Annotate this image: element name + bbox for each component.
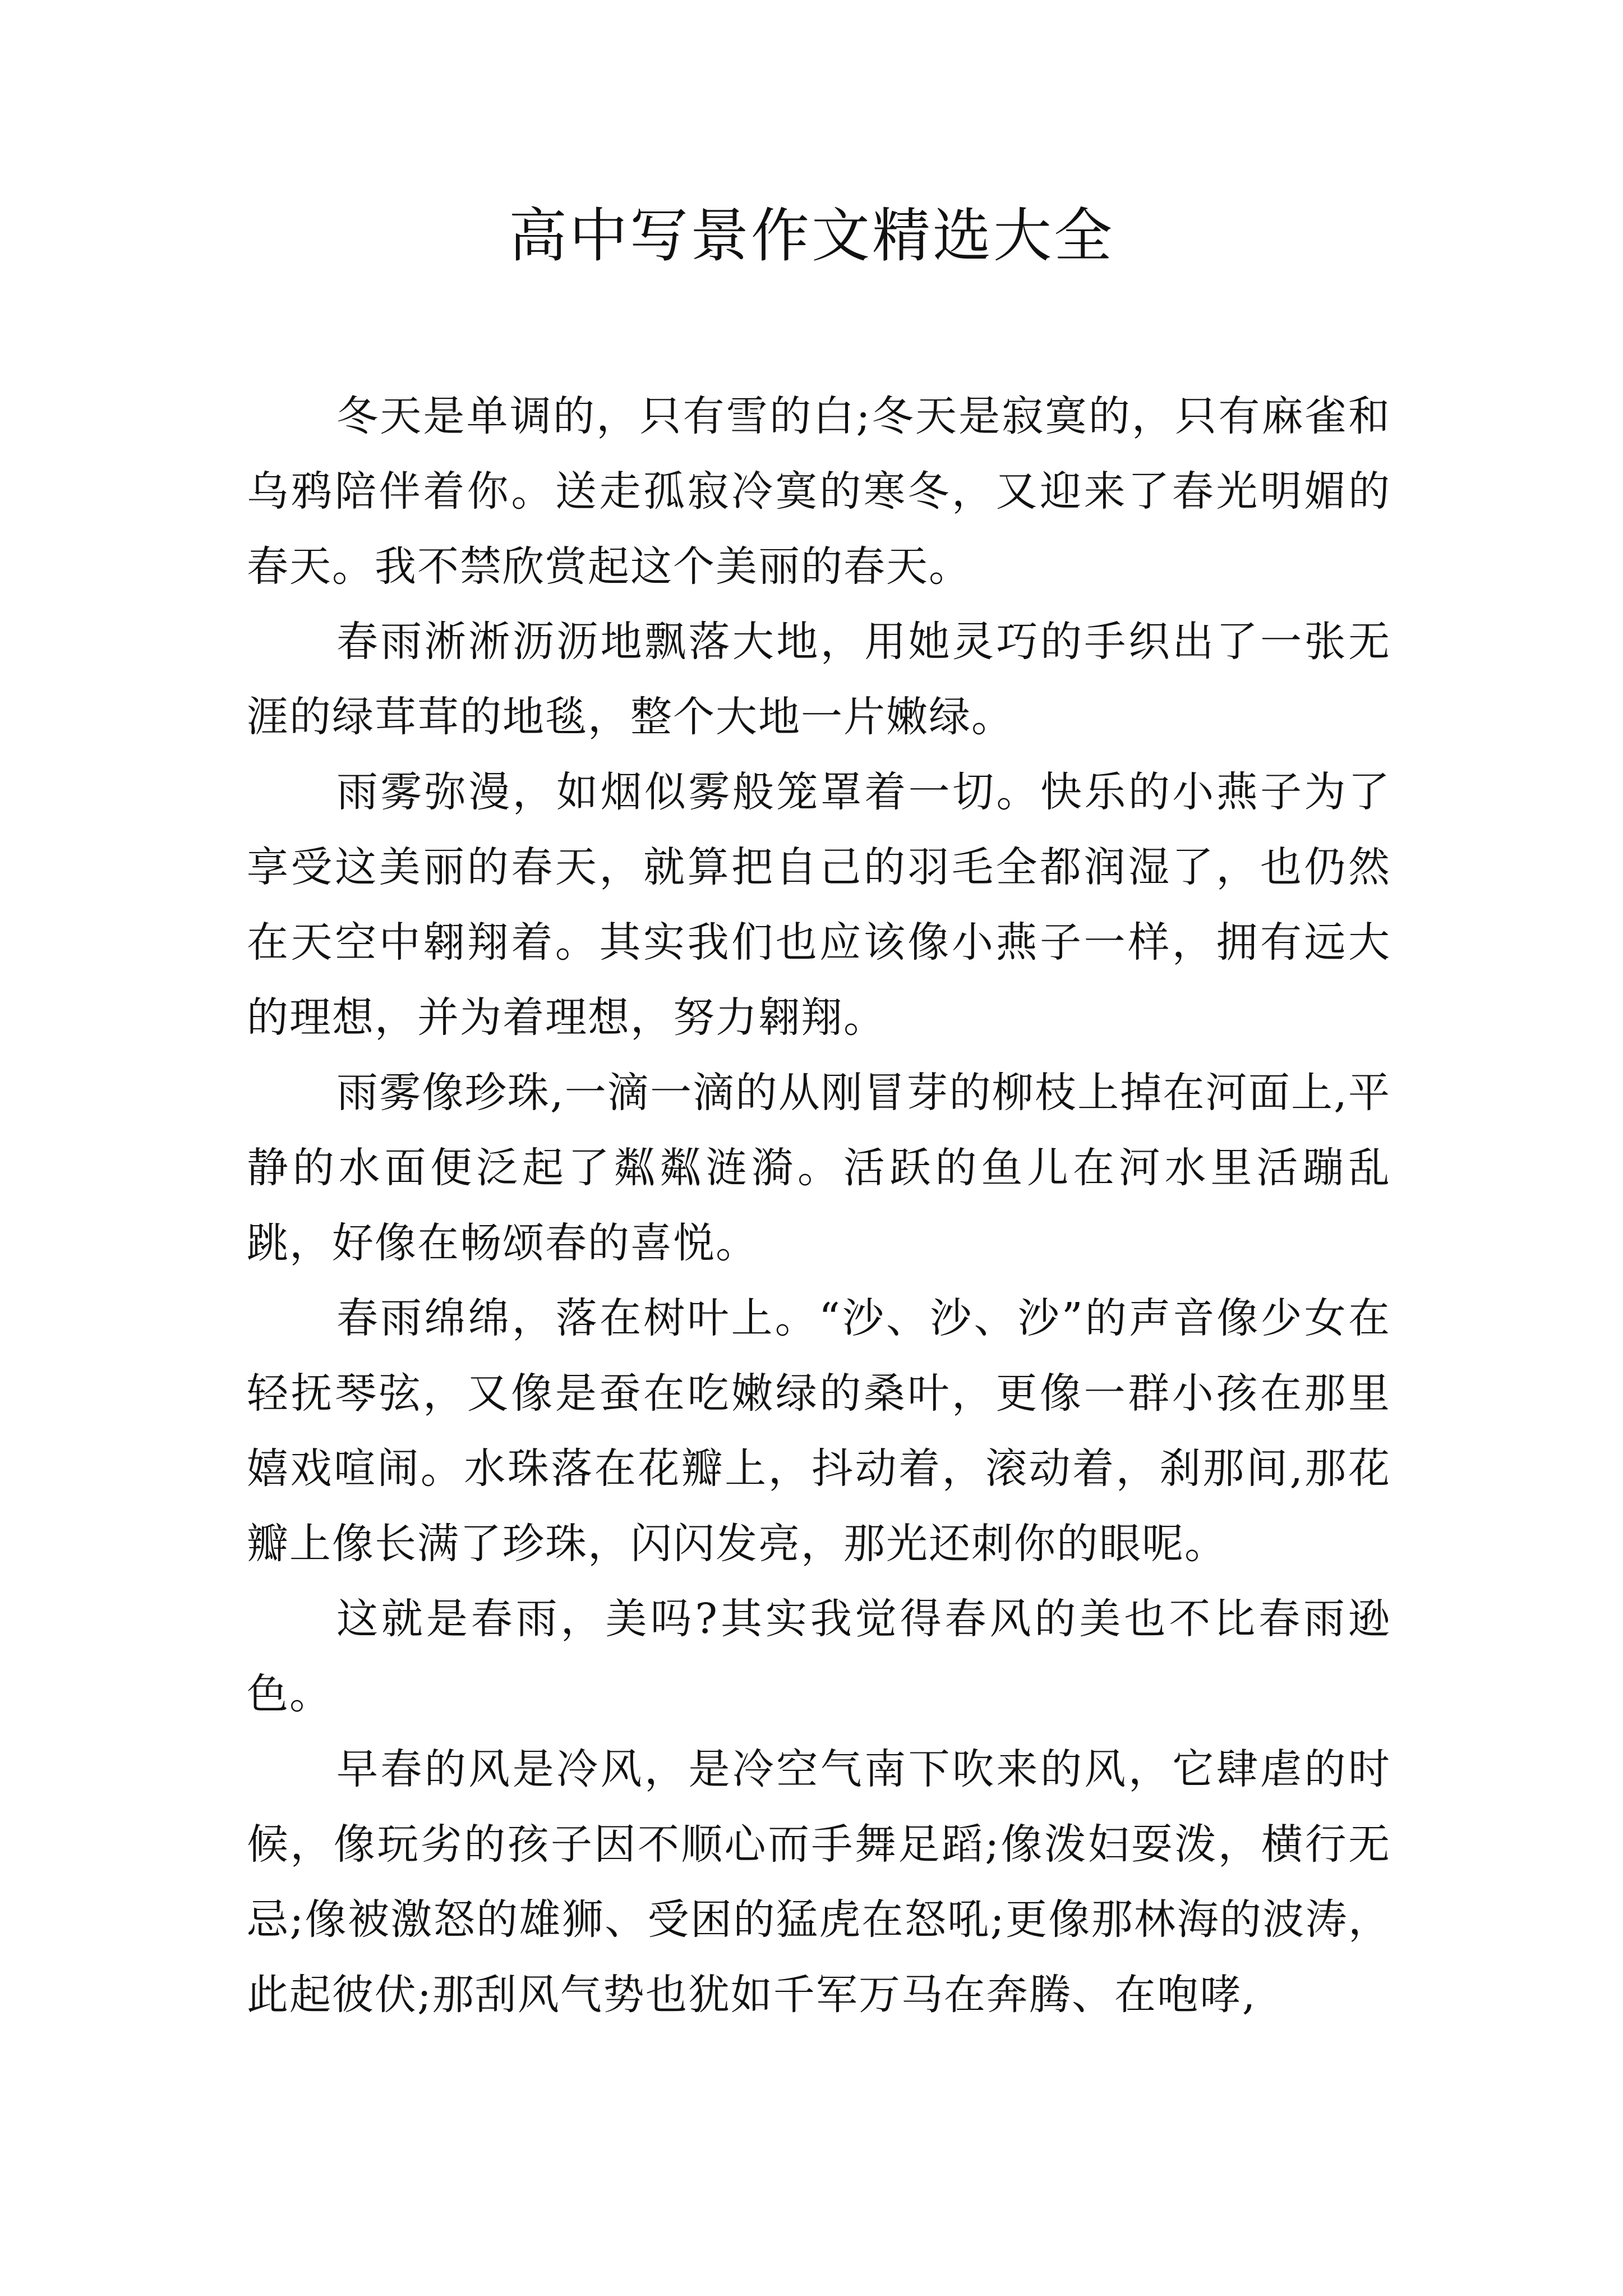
- paragraph-4: 雨雾像珍珠,一滴一滴的从刚冒芽的柳枝上掉在河面上,平静的水面便泛起了粼粼涟漪。活跃的鱼儿在河水里活蹦乱跳，好像在畅颂春的喜悦。: [247, 1069, 1391, 1267]
- paragraph-7: 早春的风是冷风，是冷空气南下吹来的风，它肆虐的时候，像玩劣的孩子因不顺心而手舞足蹈;像泼妇耍泼，横行无忌;像被激怒的雄狮、受困的猛虎在怒吼;更像那林海的波涛，此起彼伏;那刮风气势也犹如千军万马在奔腾、在咆哮,: [247, 1745, 1391, 2019]
- document-body: [247, 379, 1391, 2032]
- paragraph-3: 雨雾弥漫，如烟似雾般笼罩着一切。快乐的小燕子为了享受这美丽的春天，就算把自己的羽毛全都润湿了，也仍然在天空中翱翔着。其实我们也应该像小燕子一样，拥有远大的理想，并为着理想，努力翱翔。: [247, 768, 1391, 1042]
- paragraph-2: 春雨淅淅沥沥地飘落大地，用她灵巧的手织出了一张无涯的绿茸茸的地毯，整个大地一片嫩绿。: [247, 618, 1391, 741]
- paragraph-1: 冬天是单调的，只有雪的白;冬天是寂寞的，只有麻雀和乌鸦陪伴着你。送走孤寂冷寞的寒冬，又迎来了春光明媚的春天。我不禁欣赏起这个美丽的春天。: [247, 392, 1391, 591]
- document-title: 高中写景作文精选大全: [508, 201, 1114, 270]
- paragraph-6: 这就是春雨，美吗?其实我觉得春风的美也不比春雨逊色。: [247, 1595, 1391, 1718]
- paragraph-5: 春雨绵绵，落在树叶上。“沙、沙、沙”的声音像少女在轻抚琴弦，又像是蚕在吃嫩绿的桑叶，更像一群小孩在那里嬉戏喧闹。水珠落在花瓣上，抖动着，滚动着，刹那间,那花瓣上像长满了珍珠，闪闪发亮，那光还刺你的眼呢。: [247, 1294, 1391, 1568]
